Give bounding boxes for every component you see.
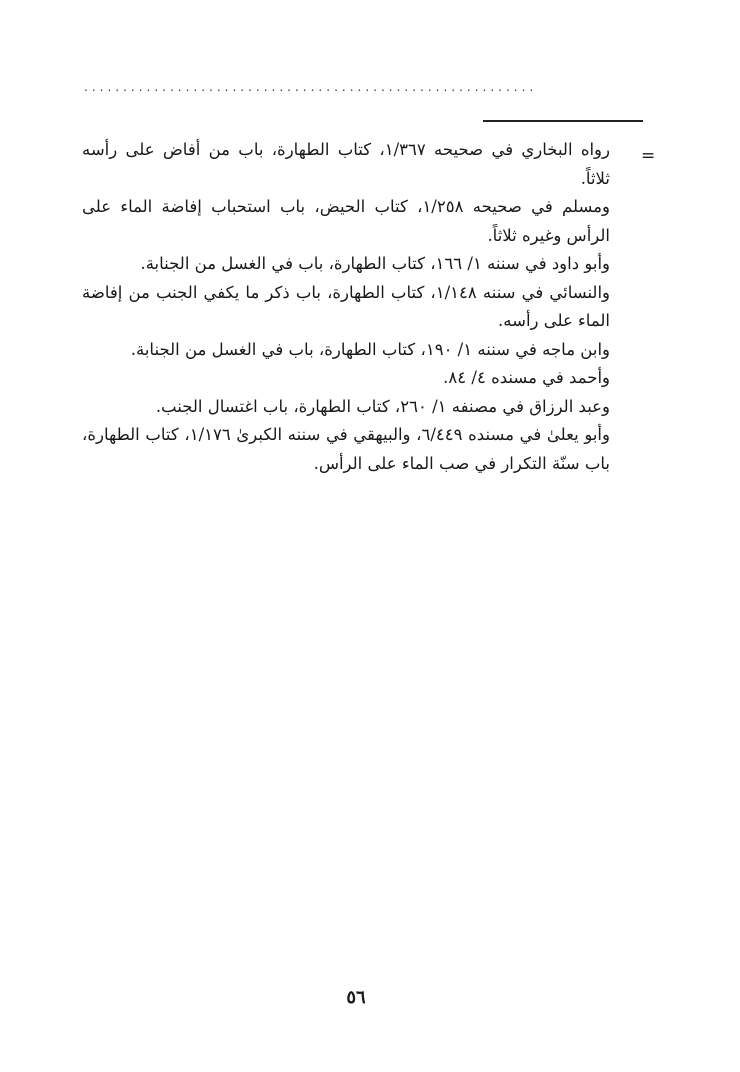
dotted-separator: ..........................................................: [84, 80, 538, 94]
footnote-entry-nasai: والنسائي في سننه ١/١٤٨، كتاب الطهارة، باب ذكر ما يكفي الجنب من إفاضة الماء على رأسه.: [82, 282, 611, 330]
footnote-entry-bukhari: رواه البخاري في صحيحه ١/٣٦٧، كتاب الطهارة، باب من أفاض على رأسه ثلاثاً.: [82, 140, 610, 188]
continuation-mark: =: [641, 146, 656, 166]
footnote-entry-abu-dawud: وأبو داود في سننه ١/ ١٦٦، كتاب الطهارة، باب في الغسل من الجنابة.: [140, 254, 610, 273]
footnote-entry-ahmad: وأحمد في مسنده ٤/ ٨٤.: [443, 368, 610, 387]
footnote-entry-ibn-majah: وابن ماجه في سننه ١/ ١٩٠، كتاب الطهارة، باب في الغسل من الجنابة.: [130, 339, 610, 359]
footnote-entry-abd-al-razzaq: وعبد الرزاق في مصنفه ١/ ٢٦٠، كتاب الطهارة، باب اغتسال الجنب.: [155, 396, 610, 416]
footnote-separator-line: [483, 120, 643, 122]
footnote-entry-abu-yala-bayhaqi: وأبو يعلىٰ في مسنده ٦/٤٤٩، والبيهقي في سننه الكبرىٰ ١/١٧٦، كتاب الطهارة، باب سنّة التكرار في صب الماء على الرأس.: [82, 425, 610, 473]
footnote-entry-muslim: ومسلم في صحيحه ١/٢٥٨، كتاب الحيض، باب استحباب إفاضة الماء على الرأس وغيره ثلاثاً.: [82, 197, 610, 245]
footnotes-block: [82, 136, 610, 478]
page-number: ٥٦: [346, 987, 366, 1008]
